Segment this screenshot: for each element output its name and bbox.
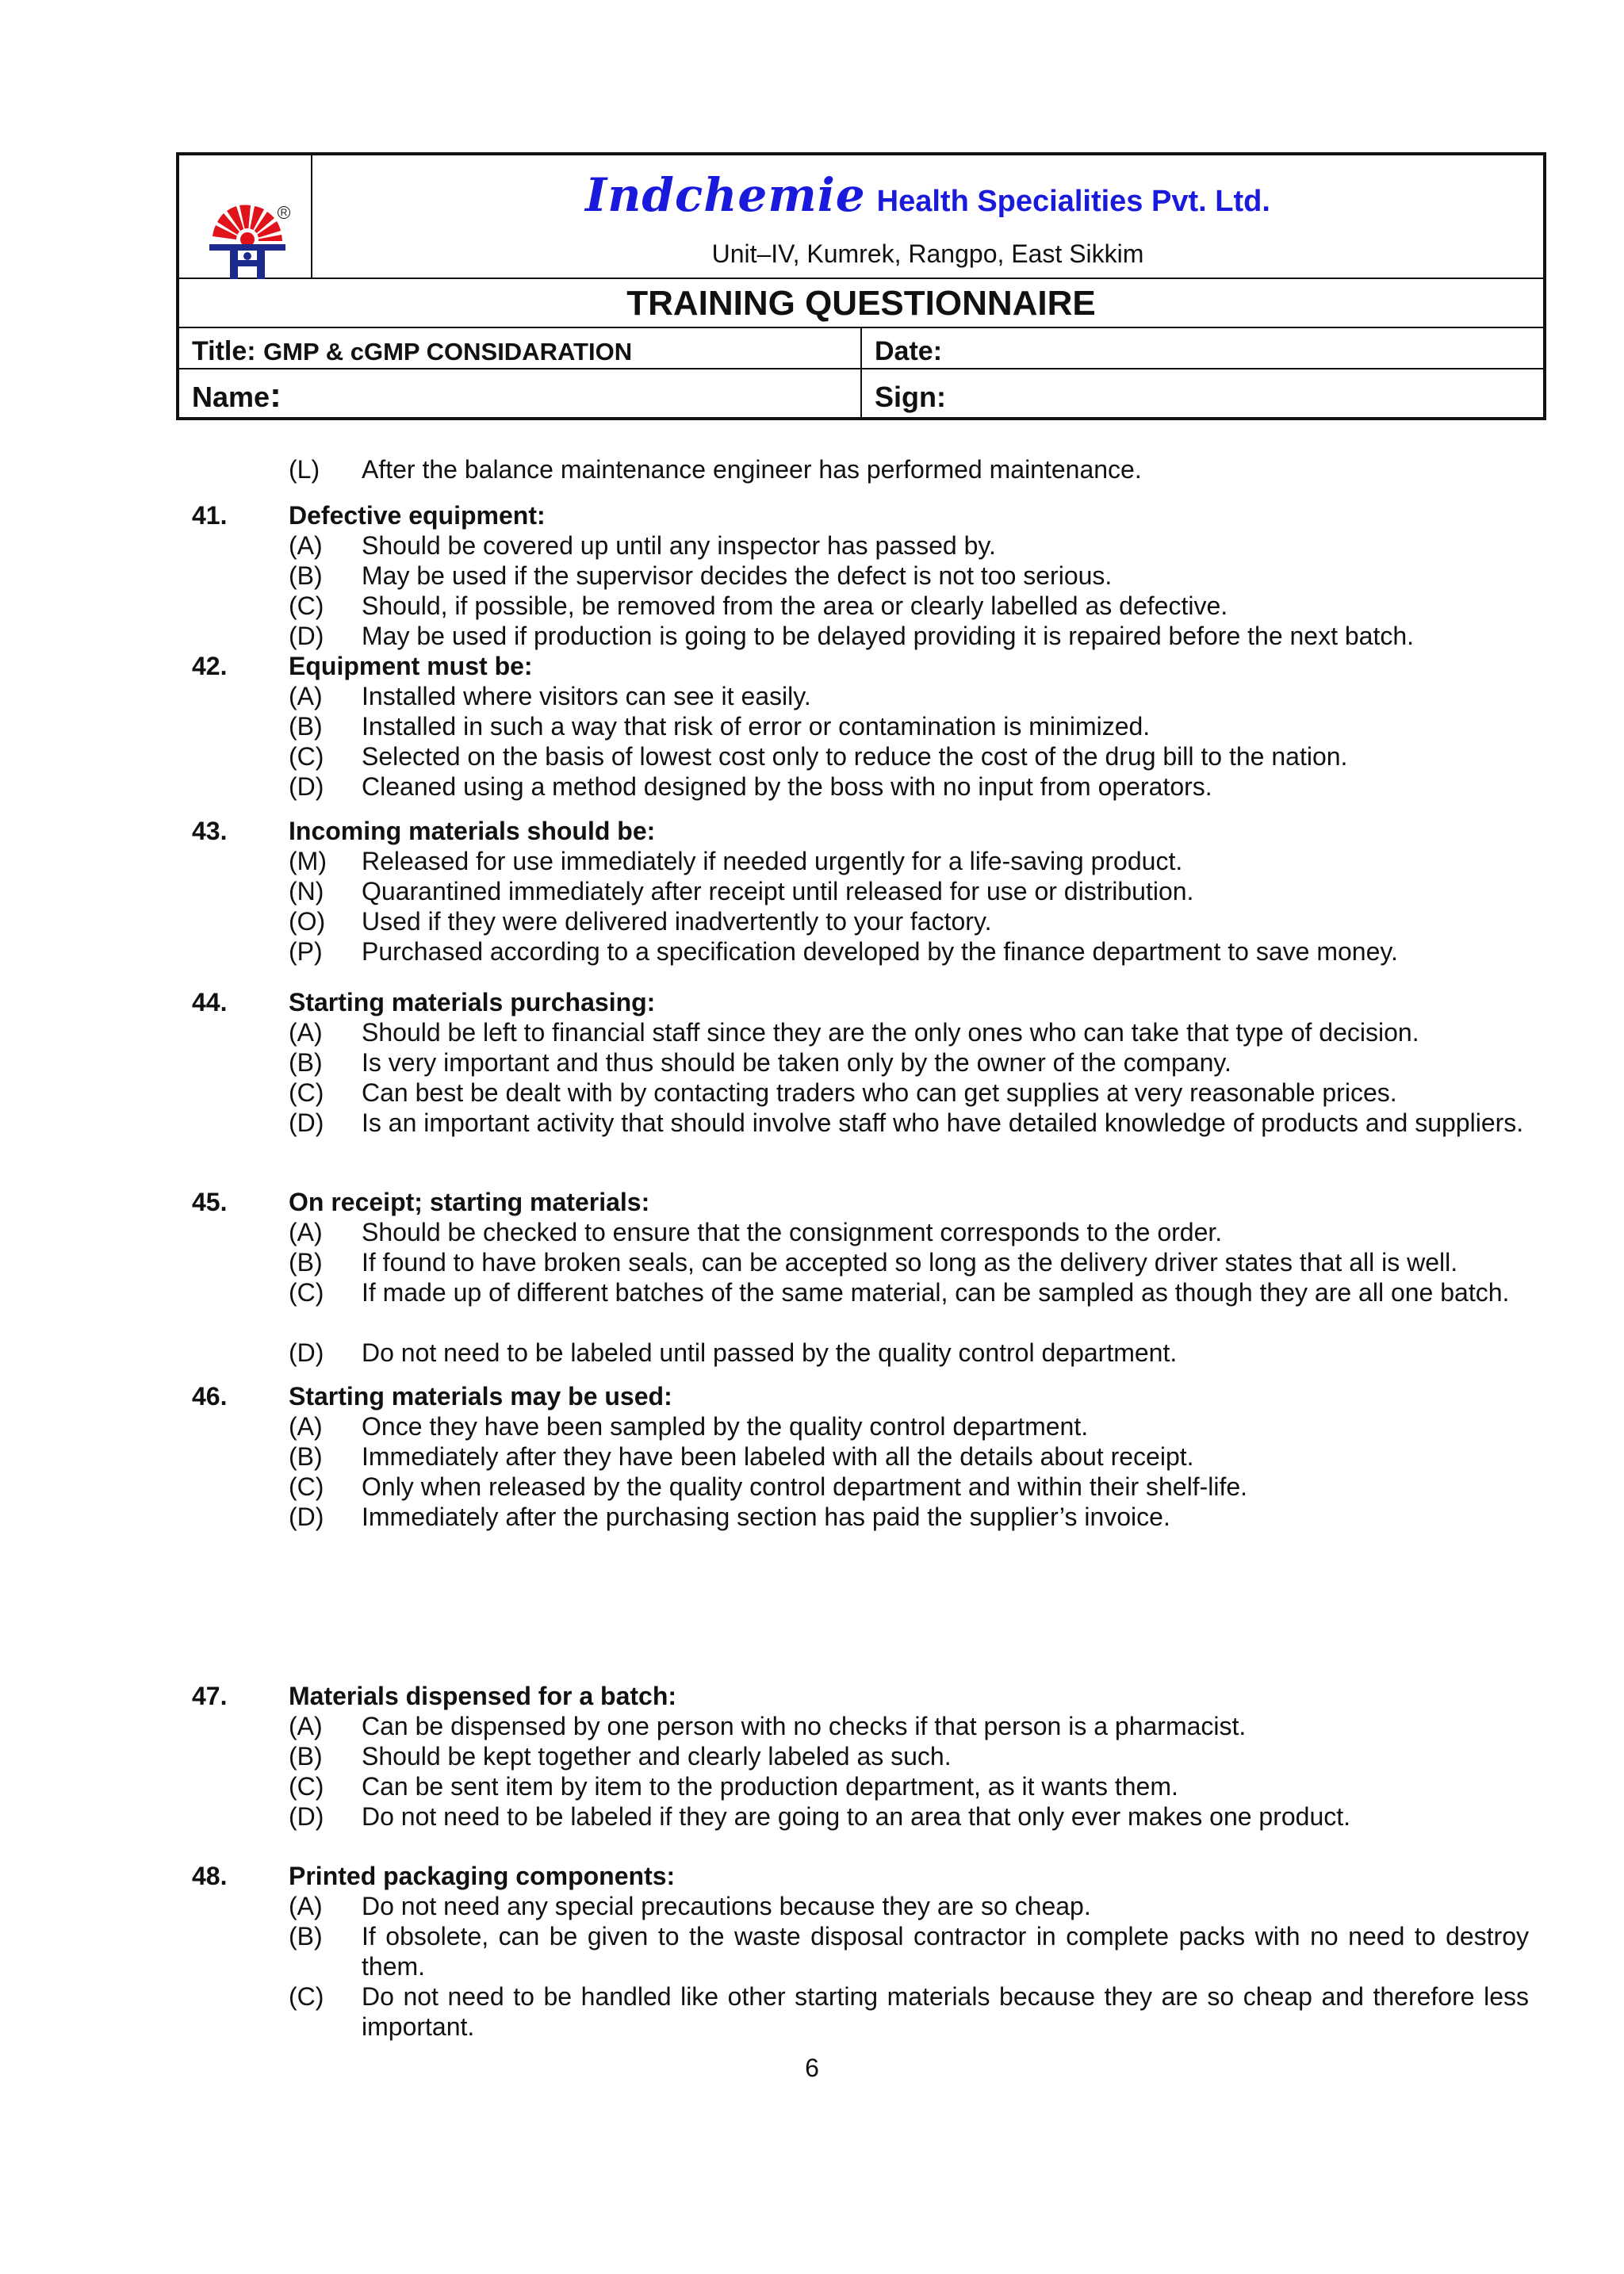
option-label: (P) (289, 937, 323, 966)
option-text: Can be dispensed by one person with no checks if that person is a pharmacist. (362, 1712, 1247, 1740)
question-number: 48. (192, 1862, 228, 1890)
question-text: Materials dispensed for a batch: (289, 1682, 677, 1710)
option-label: (C) (289, 1772, 324, 1801)
option-label: (M) (289, 847, 327, 875)
option-label: (D) (289, 1108, 324, 1137)
question-number: 46. (192, 1382, 228, 1411)
question-number: 43. (192, 817, 228, 845)
option-label: (D) (289, 1338, 324, 1367)
option-label: (D) (289, 1503, 324, 1531)
option-label: (C) (289, 742, 324, 771)
option-text: Can be sent item by item to the production department, as it wants them. (362, 1772, 1178, 1801)
option-label: (A) (289, 1218, 323, 1246)
question-text: Incoming materials should be: (289, 817, 656, 845)
option-text: Do not need any special precautions because they are so cheap. (362, 1892, 1091, 1920)
option-label: (A) (289, 1018, 323, 1047)
option-text: Can best be dealt with by contacting traders who can get supplies at very reasonable prices. (362, 1078, 1397, 1107)
option-label: (B) (289, 561, 323, 590)
option-text: If obsolete, can be given to the waste disposal contractor in complete packs with no need to destroy them. (362, 1922, 1529, 1981)
name-cell (179, 369, 862, 417)
option-label: (B) (289, 1048, 323, 1077)
option-label: (O) (289, 907, 326, 936)
option-text: Should be kept together and clearly labeled as such. (362, 1742, 952, 1771)
option-label: (B) (289, 1248, 323, 1277)
name-colon: : (270, 376, 282, 415)
option-label: (C) (289, 1278, 324, 1307)
option-label: (L) (289, 455, 320, 484)
option-label: (B) (289, 1922, 323, 1951)
option-label: (A) (289, 1892, 323, 1920)
option-text: May be used if production is going to be delayed providing it is repaired before the next batch. (362, 622, 1415, 650)
option-text: Installed in such a way that risk of error or contamination is minimized. (362, 712, 1151, 741)
question-text: Starting materials purchasing: (289, 988, 656, 1016)
option-text: If found to have broken seals, can be accepted so long as the delivery driver states that all is well. (362, 1248, 1458, 1277)
option-label: (B) (289, 1742, 323, 1771)
option-text: Immediately after they have been labeled with all the details about receipt. (362, 1442, 1194, 1471)
option-label: (A) (289, 531, 323, 560)
logo-cell (179, 155, 312, 278)
option-text: Is an important activity that should involve staff who have detailed knowledge of products and suppliers. (362, 1108, 1524, 1137)
option-label: (C) (289, 1982, 324, 2011)
option-text: May be used if the supervisor decides the defect is not too serious. (362, 561, 1113, 590)
option-label: (A) (289, 1412, 323, 1441)
title-value: GMP & cGMP CONSIDARATION (263, 338, 633, 366)
question-text: On receipt; starting materials: (289, 1188, 650, 1216)
name-label: Name (192, 381, 270, 413)
option-text: Immediately after the purchasing section has paid the supplier’s invoice. (362, 1503, 1170, 1531)
brand-name: Indchemie (585, 168, 866, 222)
option-label: (C) (289, 1472, 324, 1501)
option-label: (D) (289, 772, 324, 801)
question-number: 41. (192, 501, 228, 530)
option-text: Should be checked to ensure that the consignment corresponds to the order. (362, 1218, 1223, 1246)
question-number: 42. (192, 652, 228, 680)
date-cell (862, 328, 1543, 368)
sign-label: Sign: (875, 381, 946, 413)
company-name: Health Specialities Pvt. Ltd. (876, 185, 1270, 218)
question-text: Defective equipment: (289, 501, 546, 530)
option-text: Selected on the basis of lowest cost only to reduce the cost of the drug bill to the nation. (362, 742, 1348, 771)
page-number: 6 (805, 2054, 819, 2082)
option-label: (B) (289, 1442, 323, 1471)
option-text: Cleaned using a method designed by the boss with no input from operators. (362, 772, 1212, 801)
option-text: Do not need to be labeled if they are going to an area that only ever makes one product. (362, 1802, 1351, 1831)
document-title: TRAINING QUESTIONNAIRE (626, 284, 1096, 323)
company-logo-icon (206, 205, 289, 279)
date-label: Date: (875, 336, 943, 366)
doc-title-row (179, 279, 1543, 328)
option-text: Used if they were delivered inadvertently to your factory. (362, 907, 992, 936)
option-label: (C) (289, 1078, 324, 1107)
option-text: Quarantined immediately after receipt until released for use or distribution. (362, 877, 1194, 905)
document-header (176, 152, 1546, 420)
name-sign-row (179, 369, 1543, 417)
option-label: (B) (289, 712, 323, 741)
option-text: Should be covered up until any inspector has passed by. (362, 531, 996, 560)
option-text: Should, if possible, be removed from the area or clearly labelled as defective. (362, 591, 1228, 620)
question-number: 44. (192, 988, 228, 1016)
option-text: Only when released by the quality control department and within their shelf-life. (362, 1472, 1248, 1501)
title-cell (179, 328, 862, 368)
option-text: Should be left to financial staff since they are the only ones who can take that type of decision. (362, 1018, 1419, 1047)
title-label: Title: (192, 336, 256, 366)
question-text: Printed packaging components: (289, 1862, 676, 1890)
option-text: Do not need to be handled like other starting materials because they are so cheap and therefore less important. (362, 1982, 1529, 2041)
option-label: (A) (289, 682, 323, 710)
option-text: Released for use immediately if needed urgently for a life-saving product. (362, 847, 1183, 875)
title-date-row (179, 328, 1543, 369)
question-number: 47. (192, 1682, 228, 1710)
option-label: (A) (289, 1712, 323, 1740)
option-text: Is very important and thus should be taken only by the owner of the company. (362, 1048, 1231, 1077)
option-label: (D) (289, 1802, 324, 1831)
option-text: Installed where visitors can see it easily. (362, 682, 811, 710)
sign-cell (862, 369, 1543, 417)
option-text: If made up of different batches of the same material, can be sampled as though they are all one batch. (362, 1278, 1510, 1307)
company-row (179, 155, 1543, 279)
option-text: After the balance maintenance engineer has performed maintenance. (362, 455, 1142, 484)
option-text: Once they have been sampled by the quality control department. (362, 1412, 1089, 1441)
company-name-line (312, 168, 1543, 222)
question-number: 45. (192, 1188, 228, 1216)
option-label: (N) (289, 877, 324, 905)
option-label: (C) (289, 591, 324, 620)
option-label: (D) (289, 622, 324, 650)
registered-mark: R (278, 206, 290, 219)
question-text: Starting materials may be used: (289, 1382, 672, 1411)
option-text: Purchased according to a specification developed by the finance department to save money. (362, 937, 1398, 966)
question-text: Equipment must be: (289, 652, 533, 680)
company-address: Unit–IV, Kumrek, Rangpo, East Sikkim (711, 239, 1144, 268)
option-text: Do not need to be labeled until passed by the quality control department. (362, 1338, 1178, 1367)
